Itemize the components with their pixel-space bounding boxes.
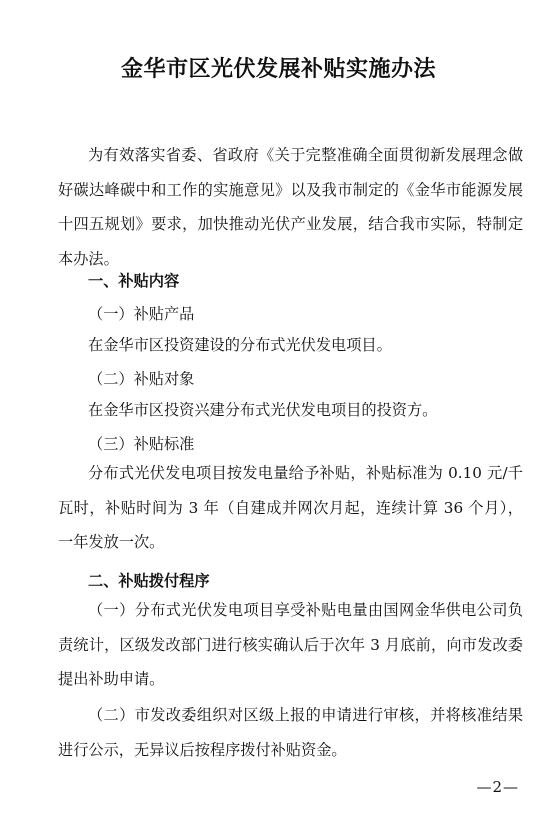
- section-2-heading: 二、补贴拨付程序: [88, 572, 210, 590]
- subsection-1-3-heading: （三）补贴标准: [88, 435, 195, 453]
- section-2-item-1: （一）分布式光伏发电项目享受补贴电量由国网金华供电公司负责统计，区级发改部门进行核实确认后于次年 3 月底前，向市发改委提出补助申请。: [58, 601, 523, 688]
- subsection-1-2-heading: （二）补贴对象: [88, 370, 195, 388]
- section-2-item-2: （二）市发改委组织对区级上报的申请进行审核，并将核准结果进行公示，无异议后按程序拨付补贴资金。: [58, 706, 523, 759]
- subsection-1-3-text: 分布式光伏发电项目按发电量给予补贴，补贴标准为 0.10 元/千瓦时，补贴时间为 3 年（自建成并网次月起，连续计算 36 个月），一年发放一次。: [58, 464, 523, 551]
- document-title: 金华市区光伏发展补贴实施办法: [120, 57, 436, 82]
- intro-paragraph: 为有效落实省委、省政府《关于完整准确全面贯彻新发展理念做好碳达峰碳中和工作的实施意见》以及我市制定的《金华市能源发展十四五规划》要求，加快推动光伏产业发展，结合我市实际，特制定本办法。: [58, 146, 523, 268]
- subsection-1-1-heading: （一）补贴产品: [88, 305, 195, 323]
- subsection-1-2-text: 在金华市区投资兴建分布式光伏发电项目的投资方。: [88, 401, 438, 419]
- subsection-1-1-text: 在金华市区投资建设的分布式光伏发电项目。: [88, 336, 392, 354]
- section-1-heading: 一、补贴内容: [88, 272, 180, 290]
- page-number: —2—: [476, 778, 519, 796]
